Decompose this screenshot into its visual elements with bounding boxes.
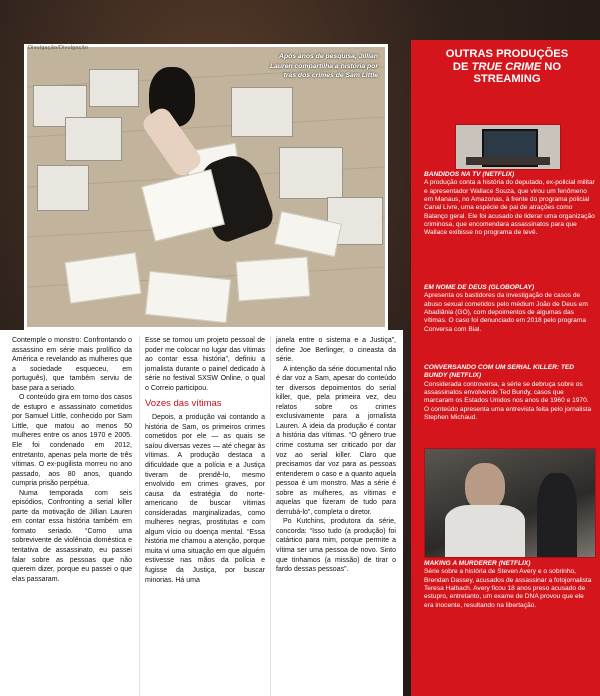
paragraph: Esse se tornou um projeto pessoal de poder me colocar no lugar das vítimas ao contar essa história”, definiu a jornalista durante o painel dedicado à série no festival SXSW Online, o qual o Correio participou. [145,337,265,392]
document-pile [145,271,231,323]
item-body: A produção conta a história do deputado, ex-policial militar e apresentador Wallace Souza, que virou um fenômeno em Manaus, no Amazonas, à frente do programa policial Canal Livre, uma espécie de pai de atrações como Balanço geral. Ele foi acusado de liderar uma organização criminosa, que encomendara assassinatos para que Wallace exibisse no programa de tevê. [424,179,595,237]
photo-credit: Divulgação/Divulgação [28,45,89,51]
paragraph: janela entre o sistema e a Justiça”, define Joe Berlinger, o cineasta da série. [276,337,396,364]
archive-box [231,87,293,137]
archive-box [279,147,343,199]
sidebar-title-line: STREAMING [473,73,541,85]
paragraph: Numa temporada com seis episódios, Confronting a serial killer parte da motivação de Jillian Lauren em contar essa história também em formato seriado. “Como uma sobrevivente de violência doméstica e tentativa de assassinato, eu passei falar sobre as pessoas que não querem dizer, porque eu passei o que elas passaram. [12,489,132,583]
archive-box [89,69,139,107]
item-body: Série sobre a história de Steven Avery e o sobrinho, Brendan Dassey, acusados de assassinar a fotojornalista Teresa Halbach. Avery ficou 18 anos preso acusado de estupro, entretanto, um exame de DNA provou que ele era inocente, resultando na libertação. [424,568,592,609]
paragraph: O conteúdo gira em torno dos casos de estupro e assassinato cometidos por Samuel Little, conhecido por Sam Little, que matou ao menos 50 mulheres entre os anos 1970 e 2005. Ele foi condenado em 2012, entretanto, apenas pela morte de três vítimas. O ex-pugilista morreu no ano passado, aos 80 anos, quando cumpria prisão perpétua. [12,394,132,488]
officer-figure [537,473,577,557]
making-a-murderer-image [424,448,596,558]
archive-box [37,165,89,211]
item-body: Considerada controversa, a série se debruça sobre os assassinatos envolvendo Ted Bundy, casos que marcaram os Estados Unidos nos anos de 1960 e 1970. O conteúdo apresenta uma entrevista feita pelo jornalista Stephen Michaud. [424,380,592,422]
paragraph: Contemple o monstro: Confrontando o assassino em série mais prolífico da América e revelando as mulheres que a sociedade esqueceu, em português), que também serviu de base para a seriado. [12,337,132,392]
sidebar-title-line [419,61,595,74]
sidebar-title-emphasis: TRUE CRIME [471,60,542,73]
column-divider [270,336,271,696]
man-figure [465,463,505,511]
sidebar-item [424,171,595,238]
sidebar-title-text: NO [541,60,562,73]
sidebar-item [424,284,595,334]
photo-caption: Após anos de pesquisa, Jillian Lauren compartilha a história por trás dos crimes de Sam Little [269,53,378,79]
sidebar-title [419,48,595,86]
sidebar-title-line: OUTRAS PRODUÇÕES [445,48,569,60]
article-column-2 [145,336,265,585]
item-heading: CONVERSANDO COM UM SERIAL KILLER: TED BUNDY (NETFLIX) [424,364,575,380]
paragraph: Po Kutchins, produtora da série, concorda: “Isso tudo (a produção) foi catártico para mim, porque permite a vítima ser uma pessoa de novo. Sinto que tinhamos (a missão) de tirar o fardo dessas pessoas”. [276,518,396,574]
sidebar-title-text: DE [452,60,472,73]
man-body [445,505,525,557]
section-subhead: Vozes das vítimas [145,398,222,410]
document-pile [236,257,311,302]
item-heading: EM NOME DE DEUS (GLOBOPLAY) [424,284,535,291]
article-column-1 [12,336,132,584]
item-heading: BANDIDOS NA TV (NETFLIX) [424,171,515,178]
article-column-3 [276,336,396,575]
photo-scene [27,47,385,327]
sidebar-item [424,560,595,610]
tv-stand [466,157,550,165]
item-body: Apresenta os bastidores da investigação de casos de abuso sexual cometidos pelo médium João de Deus em Abadiânia (GO), com depoimentos de algumas das vítimas. O caso foi denunciado em 2018 pelo programa Conversa com Bial. [424,292,588,333]
paragraph: Depois, a produção vai contando a história de Sam, os primeiros crimes cometidos por ele — as quais se saíou diversas vezes — até chegar às vítimas. A produção destaca a dificuldade que a polícia e a Justiça tiveram de prendê-lo, mesmo envolvido em crimes graves, por causa da estratégia do norte-americano de buscar vítimas consideradas marginalizadas, como mulheres negras, prostitutas e com algum vício ou doença mental. “Essa história me chamou a atenção, porque muita vi uma situação em que alguém estivesse nas mãos da polícia e fugisse da Justiça, por buscar minorias. Há uma [145,414,265,584]
item-heading: MAKING A MURDERER (NETFLIX) [424,560,531,567]
column-divider [139,336,140,696]
bandidos-tv-image [455,124,561,170]
article-photo [24,44,388,330]
paragraph: A intenção da série documental não é dar voz a Sam, apesar do conteúdo ter diversos depoimentos do serial killer, que, pela primeira vez, deu relatos sobre os crimes exclusivamente para a jornalista Lauren. A ideia da produção é contar a história das vítimas. “O gênero true crime costuma ser criticado por dar voz ao serial killer. Claro que precisamos dar voz para as pessoas entenderem o caso e a quanto aquela pessoa é um monstro. Mas a série é sobre as mulheres, as vítimas e aquelas que fizeram de tudo para derrubá-lo”, completa o diretor. [276,365,396,516]
sidebar-item [424,364,595,422]
archive-box [65,117,122,161]
